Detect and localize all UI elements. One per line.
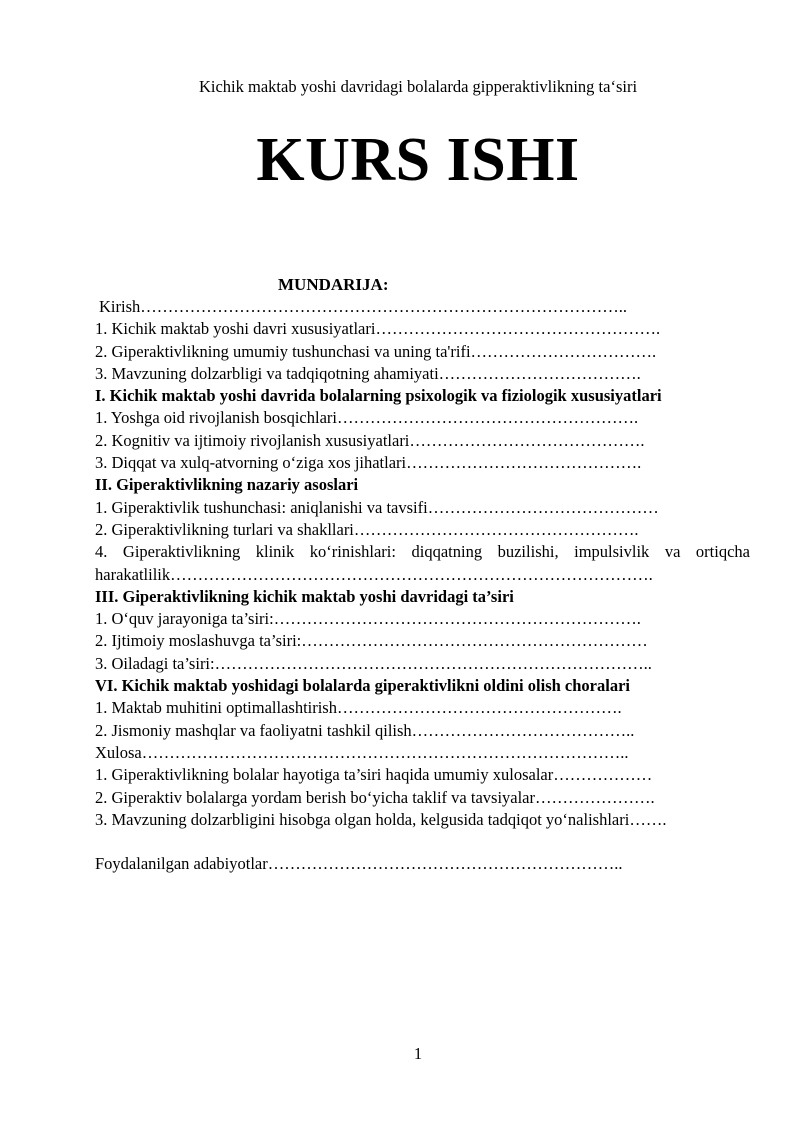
toc-entry: 3. Diqqat va xulq-atvorning o‘ziga xos jihatlari……………………………………. (95, 453, 642, 473)
toc-section-heading: III. Giperaktivlikning kichik maktab yoshi davridagi ta’siri (95, 586, 514, 606)
toc-entry: 3. Mavzuning dolzarbligini hisobga olgan holda, kelgusida tadqiqot yo‘nalishlari……. (95, 809, 667, 829)
toc-entry: 2. Ijtimoiy moslashuvga ta’siri:……………………………………………………… (95, 631, 648, 651)
toc-entry: 1. Maktab muhitini optimallashtirish……………………………………………. (95, 698, 622, 718)
toc-section-heading: II. Giperaktivlikning nazariy asoslari (95, 475, 359, 495)
document-title: KURS ISHI (256, 126, 580, 194)
document-subtitle: Kichik maktab yoshi davridagi bolalarda gipperaktivlikning ta‘siri (198, 77, 638, 96)
toc-entry: 3. Oiladagi ta’siri:…………………………………………………………………….. (95, 653, 652, 673)
toc-entry: Xulosa…………………………………………………………………………….. (95, 742, 629, 762)
toc-entry: 2. Giperaktivlikning turlari va shakllari……………………………………………. (95, 519, 639, 539)
toc-heading: MUNDARIJA: (278, 275, 389, 294)
toc-entry: 3. Mavzuning dolzarbligi va tadqiqotning ahamiyati………………………………. (95, 363, 641, 383)
toc-entry: 1. Kichik maktab yoshi davri xususiyatlari……………………………………………. (95, 319, 661, 339)
page-number: 1 (413, 1044, 423, 1063)
toc-entry: Kirish…………………………………………………………………………….. (99, 297, 627, 316)
table-of-contents (95, 296, 750, 876)
toc-entry: 1. Giperaktivlikning bolalar hayotiga ta’siri haqida umumiy xulosalar……………… (95, 765, 653, 785)
toc-entry: 2. Giperaktivlikning umumiy tushunchasi va uning ta'rifi……………………………. (95, 341, 657, 361)
toc-entry: 1. Yoshga oid rivojlanish bosqichlari………………………………………………. (95, 408, 639, 428)
toc-entry: Foydalanilgan adabiyotlar……………………………………………………….. (95, 854, 623, 874)
toc-entry: 4. Giperaktivlikning klinik ko‘rinishlari: diqqatning buzilishi, impulsivlik va ortiqcha harakatlilik……………………………………………………………………………. (95, 542, 750, 584)
toc-entry: 1. O‘quv jarayoniga ta’siri:…………………………………………………………. (95, 609, 641, 629)
toc-spacer (95, 831, 750, 853)
toc-entry: 1. Giperaktivlik tushunchasi: aniqlanishi va tavsifi…………………………………… (95, 497, 659, 517)
toc-section-heading: VI. Kichik maktab yoshidagi bolalarda giperaktivlikni oldini olish choralari (95, 676, 630, 696)
toc-entry: 2. Kognitiv va ijtimoiy rivojlanish xususiyatlari……………………………………. (95, 430, 645, 450)
toc-entry: 2. Jismoniy mashqlar va faoliyatni tashkil qilish………………………………….. (95, 720, 635, 740)
toc-entry: 2. Giperaktiv bolalarga yordam berish bo‘yicha taklif va tavsiyalar…………………. (95, 787, 655, 807)
toc-section-heading: I. Kichik maktab yoshi davrida bolalarning psixologik va fiziologik xususiyatlari (95, 386, 662, 406)
